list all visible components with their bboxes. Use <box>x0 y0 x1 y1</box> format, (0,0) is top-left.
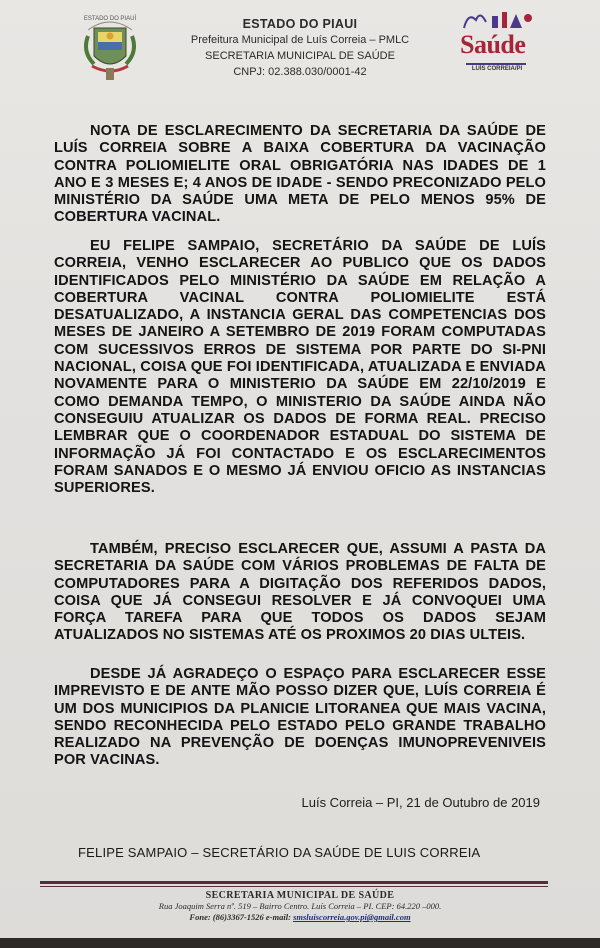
footer-contact <box>100 912 500 923</box>
title-paragraph: NOTA DE ESCLARECIMENTO DA SECRETARIA DA SAÚDE DE LUÍS CORREIA SOBRE A BAIXA COBERTURA DA VACINAÇÃO CONTRA POLIOMIELITE ORAL OBRIGATÓRIA NAS IDADES DE 1 ANO E 3 MESES E; 4 ANOS DE IDADE - SENDO PRECONIZADO PELO MINISTÉRIO DA SAÚDE UMA META DE PELO MENOS 95% DE COBERTURA VACINAL. <box>54 123 546 226</box>
footer-phone: Fone: (86)3367-1526 e-mail: <box>189 912 294 922</box>
cnpj: CNPJ: 02.388.030/0001-42 <box>233 66 367 78</box>
signature-line: FELIPE SAMPAIO – SECRETÁRIO DA SAÚDE DE LUIS CORREIA <box>78 845 481 860</box>
letterhead-text <box>150 16 450 80</box>
prefeitura-name: Prefeitura Municipal de Luís Correia – PMLC <box>190 34 410 46</box>
paragraph-4: DESDE JÁ AGRADEÇO O ESPAÇO PARA ESCLARECER ESSE IMPREVISTO E DE ANTE MÃO POSSO DIZER QUE, LUÍS CORREIA É UM DOS MUNICIPIOS DA PLANICIE LITORANEA QUE MAIS VACINA, SENDO RECONHECIDA PELO ESTADO PELO GRANDE TRABALHO REALIZADO NA PREVENÇÃO DE DOENÇAS IMUNOPREVENIVEIS POR VACINAS. <box>54 666 546 769</box>
saude-logo-word: Saúde <box>460 30 526 59</box>
secretaria-name: SECRETARIA MUNICIPAL DE SAÚDE <box>205 50 395 62</box>
state-coat-of-arms-icon <box>80 8 140 84</box>
saude-logo-bar <box>466 63 526 65</box>
footer-email-link[interactable]: smsluiscorreia.gov.pi@gmail.com <box>293 912 411 922</box>
footer-rule-thin <box>40 886 548 887</box>
footer <box>100 890 500 923</box>
footer-rule <box>40 881 548 884</box>
saude-logo-icon <box>458 8 536 30</box>
footer-org: SECRETARIA MUNICIPAL DE SAÚDE <box>205 890 395 901</box>
monitor-bezel <box>0 938 600 948</box>
crest-text: ESTADO DO PIAUÍ <box>83 16 137 22</box>
paragraph-2: EU FELIPE SAMPAIO, SECRETÁRIO DA SAÚDE DE LUÍS CORREIA, VENHO ESCLARECER AO PUBLICO QUE OS DADOS IDENTIFICADOS PELO MINISTÉRIO DA SAÚDE EM RELAÇÃO A COBERTURA VACINAL CONTRA POLIOMIELITE ESTÁ DESATUALIZADO, A INSTANCIA GERAL DAS COMPETENCIAS DOS MESES DE JANEIRO A SETEMBRO DE 2019 FORAM COMPUTADAS COM SUCESSIVOS ERROS DE SISTEMA POR PARTE DO SI-PNI NACIONAL, COISA QUE FOI IDENTIFICADA, ATUALIZADA E ENVIADA NOVAMENTE PARA O MINISTERIO DA SAÚDE EM 22/10/2019 E COMO DEMANDA TEMPO, O MINISTERIO DA SAÚDE AINDA NÃO CONSEGUIU ATUALIZAR OS DADOS DE FORMA REAL. PRECISO LEMBRAR QUE O COORDENADOR ESTADUAL DO SISTEMA DE INFORMAÇÃO JÁ FOI CONTACTADO E OS ESCLARECIMENTOS FORAM SANADOS E O MESMO JÁ ENVIOU OFICIO AS INSTANCIAS SUPERIORES. <box>54 238 546 497</box>
place-date: Luís Correia – PI, 21 de Outubro de 2019 <box>301 795 540 810</box>
footer-address: Rua Joaquim Serra nº. 519 – Bairro Centro. Luís Correia – PI. CEP: 64.220 –000. <box>158 901 442 911</box>
state-name: ESTADO DO PIAUI <box>242 17 358 31</box>
paragraph-3: TAMBÉM, PRECISO ESCLARECER QUE, ASSUMI A PASTA DA SECRETARIA DA SAÚDE COM VÁRIOS PROBLEMAS DE FALTA DE COMPUTADORES PARA A DIGITAÇÃO DOS REFERIDOS DADOS, COISA QUE JÁ CONSEGUI RESOLVER E JÁ CONVOQUEI UMA FORÇA TAREFA PARA QUE TODOS OS DADOS SEJAM ATUALIZADOS NO SISTEMAS ATÉ OS PROXIMOS 20 DIAS ULTEIS. <box>54 541 546 644</box>
saude-logo-subtitle: LUÍS CORREIA/PI <box>471 66 523 72</box>
letterhead <box>0 0 600 90</box>
saude-logo <box>458 8 536 78</box>
